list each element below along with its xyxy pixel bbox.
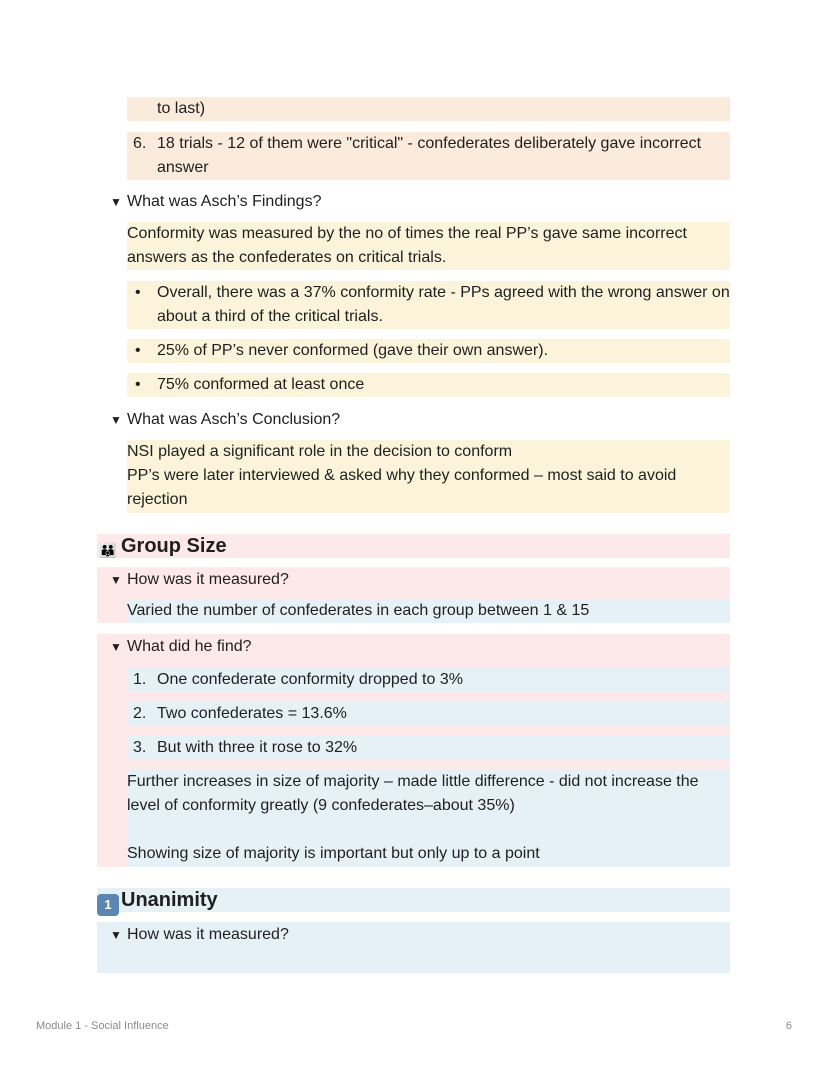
keycap-one-icon: 1 — [97, 894, 119, 916]
toggle-label: How was it measured? — [127, 571, 289, 588]
bullet-item — [127, 373, 730, 397]
toggle-unanimity-measured[interactable] — [110, 925, 289, 945]
paragraph-text: Conformity was measured by the no of times the real PP’s gave same incorrect answers as the confederates on critical trials. — [127, 225, 687, 266]
bullet-icon: • — [135, 376, 141, 393]
toggle-measured[interactable] — [110, 570, 289, 590]
list-text: Two confederates = 13.6% — [157, 705, 347, 722]
toggle-conclusion[interactable] — [110, 410, 340, 430]
toggle-label: What was Asch’s Conclusion? — [127, 411, 341, 428]
bullet-icon: • — [135, 342, 141, 359]
heading-text: Group Size — [121, 535, 227, 557]
paragraph — [127, 770, 730, 867]
family-emoji-icon: 👪 — [99, 542, 117, 558]
list-item — [127, 702, 730, 726]
list-number: 2. — [133, 705, 147, 722]
list-text: 18 trials - 12 of them were "critical" - confederates deliberately gave incorrect answer — [157, 135, 702, 176]
toggle-triangle-icon[interactable]: ▼ — [110, 573, 122, 587]
bullet-text: 25% of PP’s never conformed (gave their own answer). — [157, 342, 549, 359]
list-item — [127, 668, 730, 692]
list-text: But with three it rose to 32% — [157, 739, 358, 756]
list-text: to last) — [157, 100, 206, 117]
bullet-text: Overall, there was a 37% conformity rate - PPs agreed with the wrong answer on about a third of the critical trials. — [157, 284, 730, 325]
paragraph-text: Further increases in size of majority – made little difference - did not increase the level of conformity greatly (9 confederates–about 35%) — [127, 773, 699, 814]
list-text: One confederate conformity dropped to 3% — [157, 671, 463, 688]
toggle-triangle-icon[interactable]: ▼ — [110, 195, 122, 209]
paragraph-text: Varied the number of confederates in each group between 1 & 15 — [127, 602, 590, 619]
paragraph — [127, 440, 730, 513]
toggle-triangle-icon[interactable]: ▼ — [110, 413, 122, 427]
toggle-triangle-icon[interactable]: ▼ — [110, 640, 122, 654]
list-item-continuation — [127, 97, 730, 121]
toggle-label: How was it measured? — [127, 926, 289, 943]
bullet-item — [127, 281, 730, 329]
footer-title: Module 1 - Social Influence — [36, 1020, 169, 1032]
bullet-text: 75% conformed at least once — [157, 376, 365, 393]
list-item — [127, 736, 730, 760]
toggle-triangle-icon[interactable]: ▼ — [110, 928, 122, 942]
toggle-label: What was Asch’s Findings? — [127, 193, 322, 210]
bullet-icon: • — [135, 284, 141, 301]
paragraph — [127, 222, 730, 270]
toggle-label: What did he find? — [127, 638, 252, 655]
list-number: 3. — [133, 739, 147, 756]
bullet-item — [127, 339, 730, 363]
list-number: 6. — [133, 135, 147, 152]
list-item — [127, 132, 730, 180]
paragraph-line: NSI played a significant role in the decision to conform — [127, 443, 513, 460]
list-number: 1. — [133, 671, 147, 688]
paragraph-line: PP’s were later interviewed & asked why they conformed – most said to avoid rejection — [127, 467, 677, 508]
heading-unanimity — [97, 888, 730, 912]
toggle-find[interactable] — [110, 637, 252, 657]
page-number: 6 — [785, 1020, 792, 1032]
paragraph — [127, 599, 730, 623]
toggle-findings[interactable] — [110, 192, 321, 212]
heading-group-size — [97, 534, 730, 558]
paragraph-text: Showing size of majority is important but only up to a point — [127, 845, 540, 862]
heading-text: Unanimity — [121, 889, 218, 911]
